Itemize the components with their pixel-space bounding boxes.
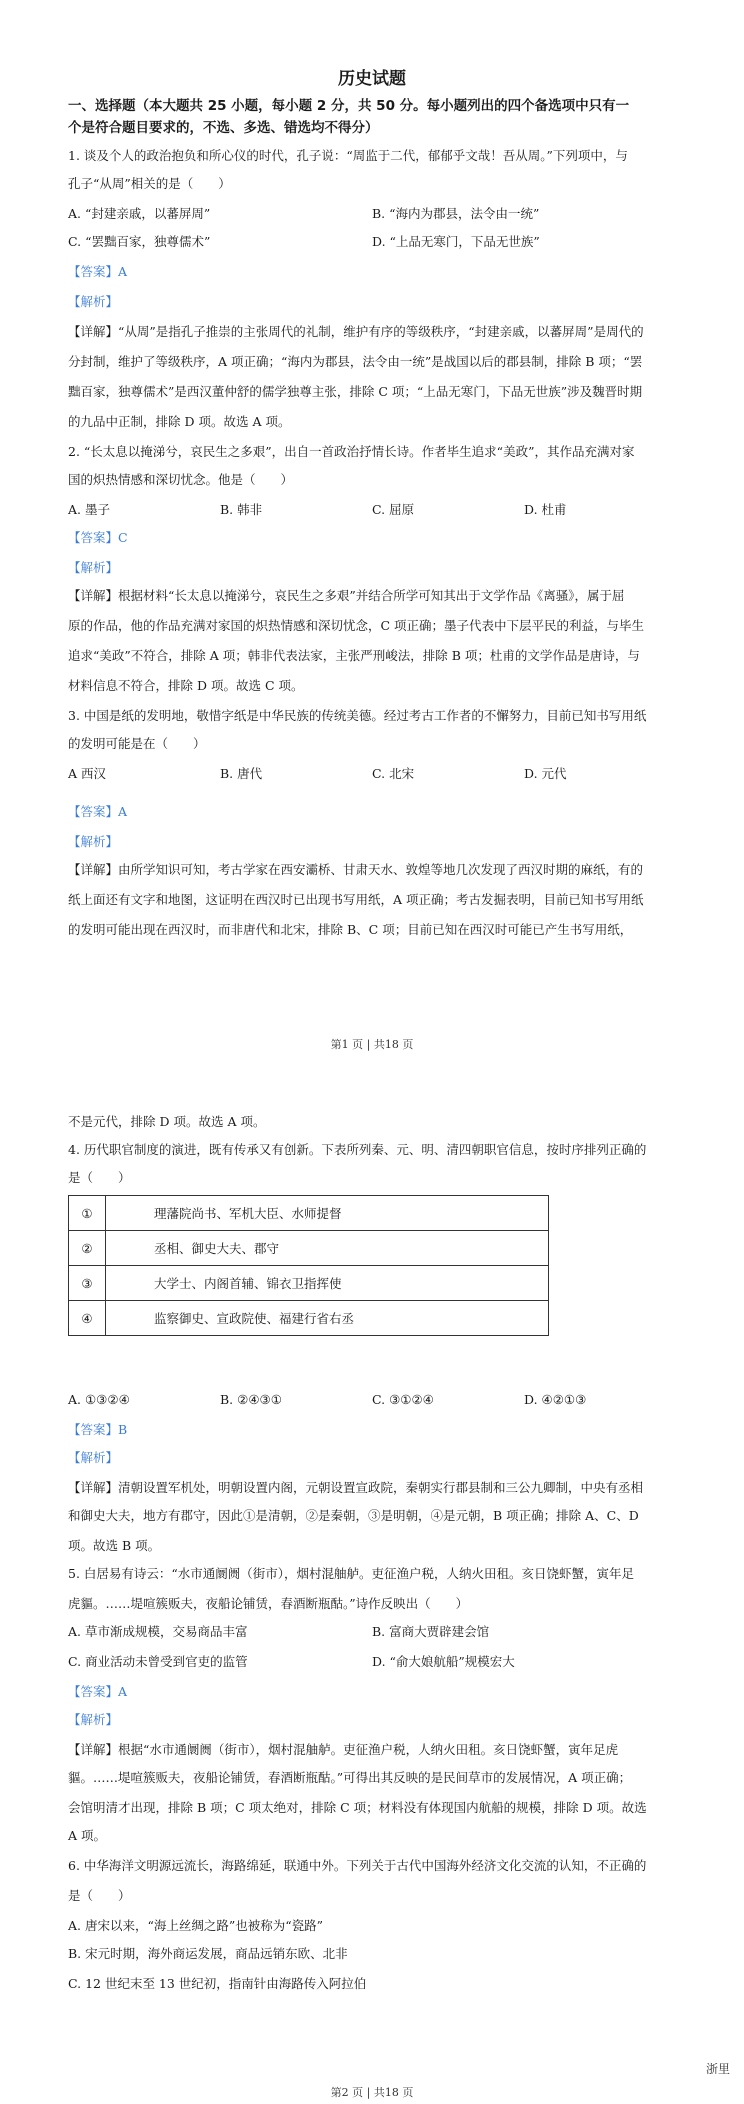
q4-analysis-label: 【解析】	[68, 1450, 119, 1465]
q4-answer: 【答案】B	[68, 1422, 128, 1437]
q2-option-c: C. 屈原	[372, 502, 415, 517]
table-cell-num: ④	[69, 1301, 106, 1336]
q3-detail-2: 纸上面还有文字和地图，这证明在西汉时已出现书写用纸，A 项正确；考古发掘表明，目前已知书写用纸	[68, 892, 644, 907]
q4-detail-3: 项。故选 B 项。	[68, 1538, 161, 1553]
table-cell-text: 大学士、内阁首辅、锦衣卫指挥使	[106, 1266, 549, 1301]
q2-stem-2: 国的炽热情感和深切忧念。他是（ ）	[68, 472, 294, 487]
q2-analysis-label: 【解析】	[68, 560, 119, 575]
q1-option-a: A. “封建亲戚，以蕃屏周”	[68, 206, 211, 221]
q4-option-d: D. ④②①③	[524, 1392, 587, 1407]
q3-option-c: C. 北宋	[372, 766, 415, 781]
q6-stem-1: 6. 中华海洋文明源远流长，海路绵延，联通中外。下列关于古代中国海外经济文化交流的认知，不正确的	[68, 1858, 647, 1873]
q1-answer: 【答案】A	[68, 264, 128, 279]
q2-option-b: B. 韩非	[220, 502, 263, 517]
q6-option-c: C. 12 世纪末至 13 世纪初，指南针由海路传入阿拉伯	[68, 1976, 367, 1991]
q1-option-c: C. “罢黜百家，独尊儒术”	[68, 234, 211, 249]
q1-stem-1: 1. 谈及个人的政治抱负和所心仪的时代，孔子说：“周监于二代，郁郁乎文哉！吾从周。”下列项中，与	[68, 148, 628, 163]
q5-option-c: C. 商业活动未曾受到官吏的监管	[68, 1654, 248, 1669]
q5-option-b: B. 富商大贾辟建会馆	[372, 1624, 490, 1639]
q5-detail-2: 貙。……堤喧簇贩夫，夜船论铺赁，春酒断瓶酤。”可得出其反映的是民间草市的发展情况，A 项正确；	[68, 1770, 632, 1785]
q5-detail-4: A 项。	[68, 1828, 107, 1843]
q4-stem-2: 是（ ）	[68, 1170, 131, 1185]
table-row	[69, 1301, 549, 1336]
q5-option-d: D. “俞大娘航船”规模宏大	[372, 1654, 515, 1669]
table-row	[69, 1231, 549, 1266]
q2-detail-2: 原的作品，他的作品充满对家国的炽热情感和深切忧念，C 项正确；墨子代表中下层平民的利益，与毕生	[68, 618, 645, 633]
q6-stem-2: 是（ ）	[68, 1888, 131, 1903]
table-row	[69, 1266, 549, 1301]
q2-option-d: D. 杜甫	[524, 502, 567, 517]
q4-table	[68, 1195, 549, 1336]
q2-detail-4: 材料信息不符合，排除 D 项。故选 C 项。	[68, 678, 304, 693]
q4-option-b: B. ②④③①	[220, 1392, 282, 1407]
page-footer-2: 第2 页 | 共18 页	[330, 2086, 414, 2099]
q4-option-c: C. ③①②④	[372, 1392, 434, 1407]
q5-detail-1: 【详解】根据“水市通阛阓（街市），烟村混舳舻。吏征渔户税，人纳火田租。亥日饶虾蟹，寅年足虎	[68, 1742, 619, 1757]
q1-detail-1: 【详解】“从周”是指孔子推崇的主张周代的礼制，维护有序的等级秩序，“封建亲戚，以蕃屏周”是周代的	[68, 324, 644, 339]
q4-stem-1: 4. 历代职官制度的演进，既有传承又有创新。下表所列秦、元、明、清四朝职官信息，按时序排列正确的	[68, 1142, 647, 1157]
table-cell-text: 监察御史、宣政院使、福建行省右丞	[106, 1301, 549, 1336]
q5-analysis-label: 【解析】	[68, 1712, 119, 1727]
page-footer-1: 第1 页 | 共18 页	[330, 1038, 414, 1051]
table-cell-num: ②	[69, 1231, 106, 1266]
q3-stem-2: 的发明可能是在（ ）	[68, 736, 206, 751]
q3-answer: 【答案】A	[68, 804, 128, 819]
table-row	[69, 1196, 549, 1231]
q2-detail-3: 追求“美政”不符合，排除 A 项；韩非代表法家，主张严刑峻法，排除 B 项；杜甫的文学作品是唐诗，与	[68, 648, 640, 663]
q5-stem-1: 5. 白居易有诗云：“水市通阛阓（街市），烟村混舳舻。吏征渔户税，人纳火田租。亥日饶虾蟹，寅年足	[68, 1566, 635, 1581]
q1-option-d: D. “上品无寒门，下品无世族”	[372, 234, 540, 249]
q3-detail-4: 不是元代，排除 D 项。故选 A 项。	[68, 1114, 266, 1129]
q4-detail-1: 【详解】清朝设置军机处，明朝设置内阁，元朝设置宣政院，秦朝实行郡县制和三公九卿制，中央有丞相	[68, 1480, 644, 1495]
corner-text: 浙里	[705, 2062, 730, 2076]
q1-detail-3: 黜百家，独尊儒术”是西汉董仲舒的儒学独尊主张，排除 C 项；“上品无寒门，下品无世族”涉及魏晋时期	[68, 384, 643, 399]
q3-option-b: B. 唐代	[220, 766, 263, 781]
table-cell-num: ①	[69, 1196, 106, 1231]
table-cell-text: 理藩院尚书、军机大臣、水师提督	[106, 1196, 549, 1231]
q1-stem-2: 孔子“从周”相关的是（ ）	[68, 176, 231, 191]
q2-answer: 【答案】C	[68, 530, 128, 545]
q1-option-b: B. “海内为郡县，法令由一统”	[372, 206, 540, 221]
section-heading-2: 个是符合题目要求的，不选、多选、错选均不得分）	[68, 120, 379, 136]
q2-stem-1: 2. “长太息以掩涕兮，哀民生之多艰”，出自一首政治抒情长诗。作者毕生追求“美政”，其作品充满对家	[68, 444, 635, 459]
q4-option-a: A. ①③②④	[68, 1392, 130, 1407]
q5-stem-2: 虎貙。……堤喧簇贩夫，夜船论铺赁，春酒断瓶酤。”诗作反映出（ ）	[68, 1596, 469, 1611]
q1-detail-2: 分封制，维护了等级秩序，A 项正确；“海内为郡县，法令由一统”是战国以后的郡县制，排除 B 项；“罢	[68, 354, 643, 369]
q3-stem-1: 3. 中国是纸的发明地，敬惜字纸是中华民族的传统美德。经过考古工作者的不懈努力，目前已知书写用纸	[68, 708, 647, 723]
q3-option-d: D. 元代	[524, 766, 567, 781]
q2-detail-1: 【详解】根据材料“长太息以掩涕兮，哀民生之多艰”并结合所学可知其出于文学作品《离骚》，属于屈	[68, 588, 625, 603]
section-heading-1: 一、选择题（本大题共 25 小题，每小题 2 分，共 50 分。每小题列出的四个备选项中只有一	[68, 98, 630, 114]
page-title: 历史试题	[338, 69, 406, 89]
q3-analysis-label: 【解析】	[68, 834, 119, 849]
table-cell-text: 丞相、御史大夫、郡守	[106, 1231, 549, 1266]
q2-option-a: A. 墨子	[68, 502, 110, 517]
q5-option-a: A. 草市渐成规模，交易商品丰富	[68, 1624, 248, 1639]
q4-detail-2: 和御史大夫，地方有郡守，因此①是清朝，②是秦朝，③是明朝，④是元朝，B 项正确；排除 A、C、D	[68, 1508, 639, 1523]
table-cell-num: ③	[69, 1266, 106, 1301]
q1-detail-4: 的九品中正制，排除 D 项。故选 A 项。	[68, 414, 291, 429]
q6-option-a: A. 唐宋以来，“海上丝绸之路”也被称为“瓷路”	[68, 1918, 324, 1933]
q3-option-a: A 西汉	[68, 766, 107, 781]
q3-detail-3: 的发明可能出现在西汉时，而非唐代和北宋，排除 B、C 项；目前已知在西汉时可能已产生书写用纸，	[68, 922, 633, 937]
q3-detail-1: 【详解】由所学知识可知，考古学家在西安灞桥、甘肃天水、敦煌等地几次发现了西汉时期的麻纸，有的	[68, 862, 644, 877]
q5-answer: 【答案】A	[68, 1684, 128, 1699]
q6-option-b: B. 宋元时期，海外商运发展，商品远销东欧、北非	[68, 1946, 348, 1961]
q1-analysis-label: 【解析】	[68, 294, 119, 309]
q5-detail-3: 会馆明清才出现，排除 B 项；C 项太绝对，排除 C 项；材料没有体现国内航船的规模，排除 D 项。故选	[68, 1800, 647, 1815]
